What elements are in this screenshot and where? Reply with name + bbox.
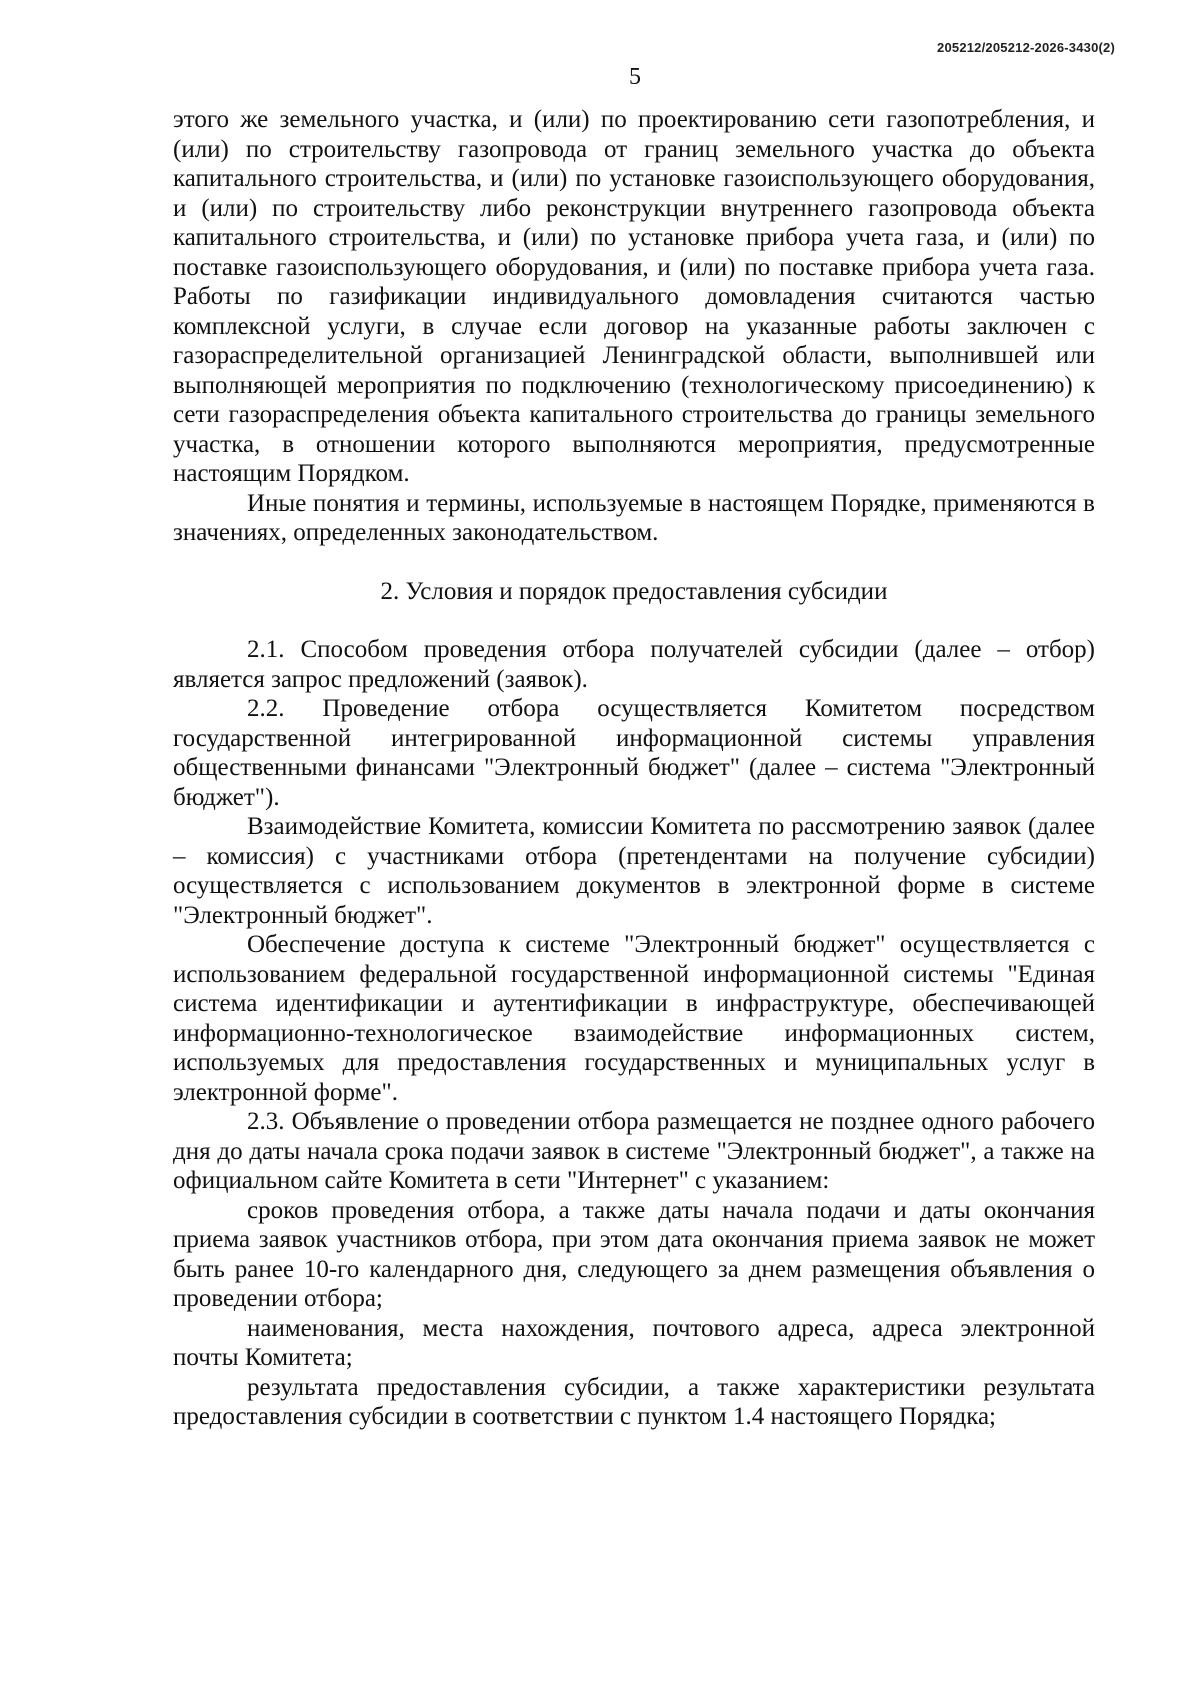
section-heading: 2. Условия и порядок предоставления субсидии	[380, 577, 888, 605]
paragraph-names: наименования, места нахождения, почтового адреса, адреса электронной почты Комитета;	[173, 1314, 1095, 1371]
document-body	[173, 105, 1095, 1432]
paragraph-interaction: Взаимодействие Комитета, комиссии Комитета по рассмотрению заявок (далее – комиссия) с участниками отбора (претендентами на получение субсидии) осуществляется с использованием документов в электронной форме в системе "Электронный бюджет".	[173, 813, 1095, 929]
paragraph-access: Обеспечение доступа к системе "Электронный бюджет" осуществляется с использованием федеральной государственной информационной системы "Единая система идентификации и аутентификации в инфраструктуре, обеспечивающей информационно-технологическое взаимодействие информационных систем, используемых для предоставления государственных и муниципальных услуг в электронной форме".	[173, 931, 1095, 1106]
paragraph-definitions-continued: этого же земельного участка, и (или) по проектированию сети газопотребления, и (или) по строительству газопровода от границ земельного участка до объекта капитального строительства, и (или) по установке газоиспользующего оборудования, и (или) по строительству либо реконструкции внутреннего газопровода объекта капитального строительства, и (или) по установке прибора учета газа, и (или) по поставке газоиспользующего оборудования, и (или) по поставке прибора учета газа. Работы по газификации индивидуального домовладения считаются частью комплексной услуги, в случае если договор на указанные работы заключен с газораспределительной организацией Ленинградской области, выполнившей или выполняющей мероприятия по подключению (технологическому присоединению) к сети газораспределения объекта капитального строительства до границы земельного участка, в отношении которого выполняются мероприятия, предусмотренные настоящим Порядком.	[173, 106, 1095, 487]
paragraph-2-1: 2.1. Способом проведения отбора получателей субсидии (далее – отбор) является запрос предложений (заявок).	[173, 636, 1095, 693]
page-number: 5	[629, 64, 641, 90]
document-id: 205212/205212-2026-3430(2)	[937, 40, 1115, 55]
paragraph-terms: сроков проведения отбора, а также даты начала подачи и даты окончания приема заявок участников отбора, при этом дата окончания приема заявок не может быть ранее 10-го календарного дня, следующего за днем размещения объявления о проведении отбора;	[173, 1196, 1095, 1312]
paragraph-other-terms: Иные понятия и термины, используемые в настоящем Порядке, применяются в значениях, определенных законодательством.	[173, 489, 1095, 546]
paragraph-2-2: 2.2. Проведение отбора осуществляется Комитетом посредством государственной интегрированной информационной системы управления общественными финансами "Электронный бюджет" (далее – система "Электронный бюджет").	[173, 695, 1095, 811]
paragraph-result: результата предоставления субсидии, а также характеристики результата предоставления субсидии в соответствии с пунктом 1.4 настоящего Порядка;	[173, 1373, 1095, 1430]
paragraph-2-3: 2.3. Объявление о проведении отбора размещается не позднее одного рабочего дня до даты начала срока подачи заявок в системе "Электронный бюджет", а также на официальном сайте Комитета в сети "Интернет" с указанием:	[173, 1108, 1095, 1194]
